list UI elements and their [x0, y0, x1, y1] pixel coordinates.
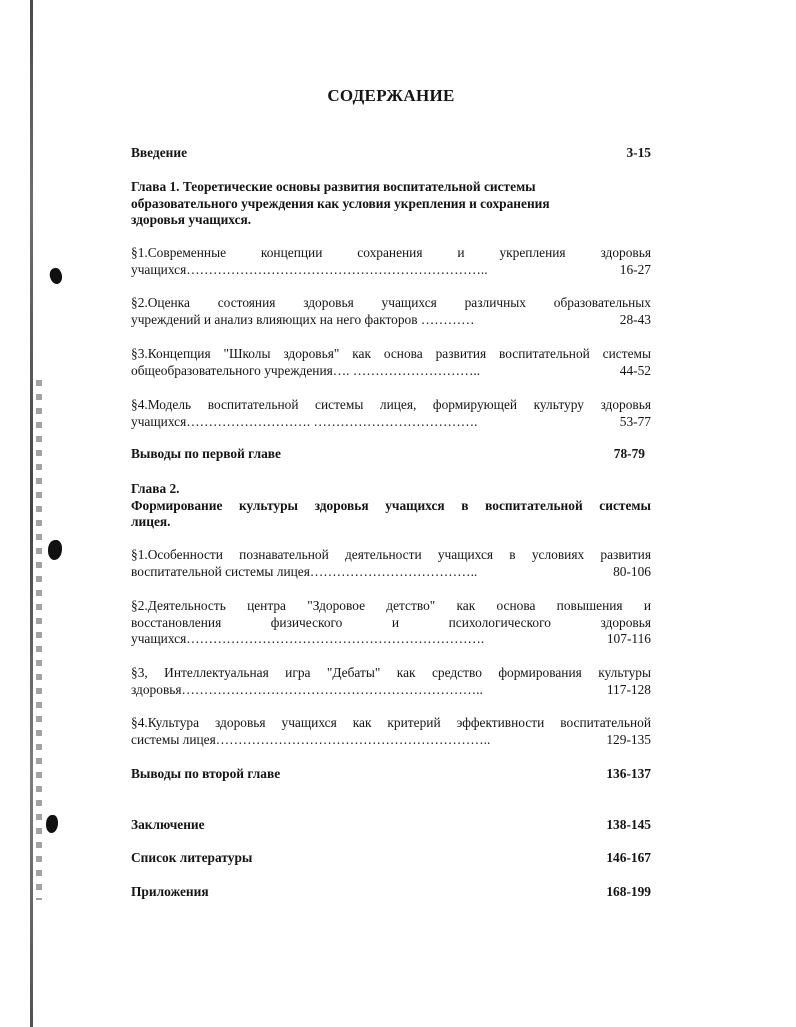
- toc-entry-pages: 3-15: [626, 145, 651, 160]
- toc-section: [131, 665, 651, 698]
- section-pages: 44-52: [619, 362, 651, 378]
- section-pages: 28-43: [619, 311, 651, 327]
- section-title-line: восстановления физического и психологического здоровья: [131, 614, 651, 630]
- section-title-line: общеобразовательного учреждения…. ………………………..: [131, 362, 481, 378]
- toc-section: [131, 547, 651, 580]
- toc-section: [131, 715, 651, 748]
- heading-line: здоровья учащихся.: [131, 212, 252, 227]
- toc-section: [131, 598, 651, 648]
- section-title-line: §1.Современные концепции сохранения и укрепления здоровья: [131, 245, 651, 260]
- toc-entry-label: Приложения: [131, 884, 209, 899]
- section-title-line: §2.Деятельность центра "Здоровое детство" как основа повышения и: [131, 598, 651, 613]
- ink-blot: [46, 815, 58, 833]
- toc-entry-pages: 146-167: [606, 850, 651, 865]
- toc-section: [131, 295, 651, 328]
- toc-entry-bibliography: [131, 850, 651, 867]
- section-pages: 53-77: [619, 413, 651, 429]
- section-pages: 117-128: [606, 681, 651, 697]
- toc-entry-label: Выводы по первой главе: [131, 446, 281, 461]
- page-title: СОДЕРЖАНИЕ: [327, 86, 455, 105]
- toc-entry-pages: 78-79: [613, 446, 645, 461]
- section-title-line: §4.Модель воспитательной системы лицея, формирующей культуру здоровья: [131, 397, 651, 412]
- toc-entry-chapter1-conclusion: [131, 446, 651, 463]
- heading-line: Формирование культуры здоровья учащихся в воспитательной системы: [131, 497, 651, 513]
- toc-entry-pages: 168-199: [606, 884, 651, 899]
- toc-section: [131, 346, 651, 379]
- section-title-line: учреждений и анализ влияющих на него факторов …………: [131, 311, 475, 327]
- section-title-line: учащихся…………………………………………………………..: [131, 261, 488, 277]
- section-pages: 80-106: [613, 563, 651, 579]
- section-title-line: §3.Концепция "Школы здоровья" как основа развития воспитательной системы: [131, 346, 651, 361]
- toc-entry-label: Выводы по второй главе: [131, 766, 281, 781]
- ink-blot: [48, 540, 62, 560]
- toc-entry-label: Введение: [131, 145, 188, 160]
- toc-entry-pages: 138-145: [606, 817, 651, 832]
- toc-entry-pages: 136-137: [606, 766, 651, 781]
- heading-line: Глава 2.: [131, 481, 180, 496]
- section-pages: 107-116: [606, 631, 651, 646]
- heading-line: образовательного учреждения как условия укрепления и сохранения: [131, 195, 550, 211]
- heading-line: лицея.: [131, 514, 171, 529]
- section-title-line: здоровья…………………………………………………………..: [131, 681, 483, 697]
- ink-blot: [48, 266, 65, 285]
- chapter2-heading: [131, 481, 651, 531]
- toc-entry-conclusion: [131, 817, 651, 834]
- section-title-line: учащихся………………………………………………………….: [131, 631, 485, 646]
- scan-edge-artifact: [30, 0, 33, 1027]
- section-title-line: §2.Оценка состояния здоровья учащихся различных образовательных: [131, 295, 651, 310]
- toc-section: [131, 245, 651, 278]
- section-title-line: §3, Интеллектуальная игра "Дебаты" как средство формирования культуры: [131, 665, 651, 680]
- toc-entry-label: Список литературы: [131, 850, 253, 865]
- section-title-line: воспитательной системы лицея………………………………..: [131, 563, 478, 579]
- section-title-line: учащихся………………………. ……………………………….: [131, 413, 478, 429]
- section-title-line: системы лицея……………………………………………………..: [131, 731, 491, 747]
- section-title-line: §4.Культура здоровья учащихся как критерий эффективности воспитательной: [131, 715, 651, 730]
- scan-noise-artifact: [36, 380, 42, 900]
- heading-line: Глава 1. Теоретические основы развития воспитательной системы: [131, 179, 536, 194]
- toc-entry-label: Заключение: [131, 817, 205, 832]
- section-title-line: §1.Особенности познавательной деятельности учащихся в условиях развития: [131, 547, 651, 562]
- toc-entry-appendices: [131, 884, 651, 901]
- chapter1-heading: [131, 179, 651, 229]
- toc-entry-chapter2-conclusion: [131, 766, 651, 783]
- section-pages: 16-27: [619, 261, 651, 277]
- toc-section: [131, 397, 651, 430]
- section-pages: 129-135: [606, 731, 651, 747]
- toc-entry-introduction: [131, 145, 651, 162]
